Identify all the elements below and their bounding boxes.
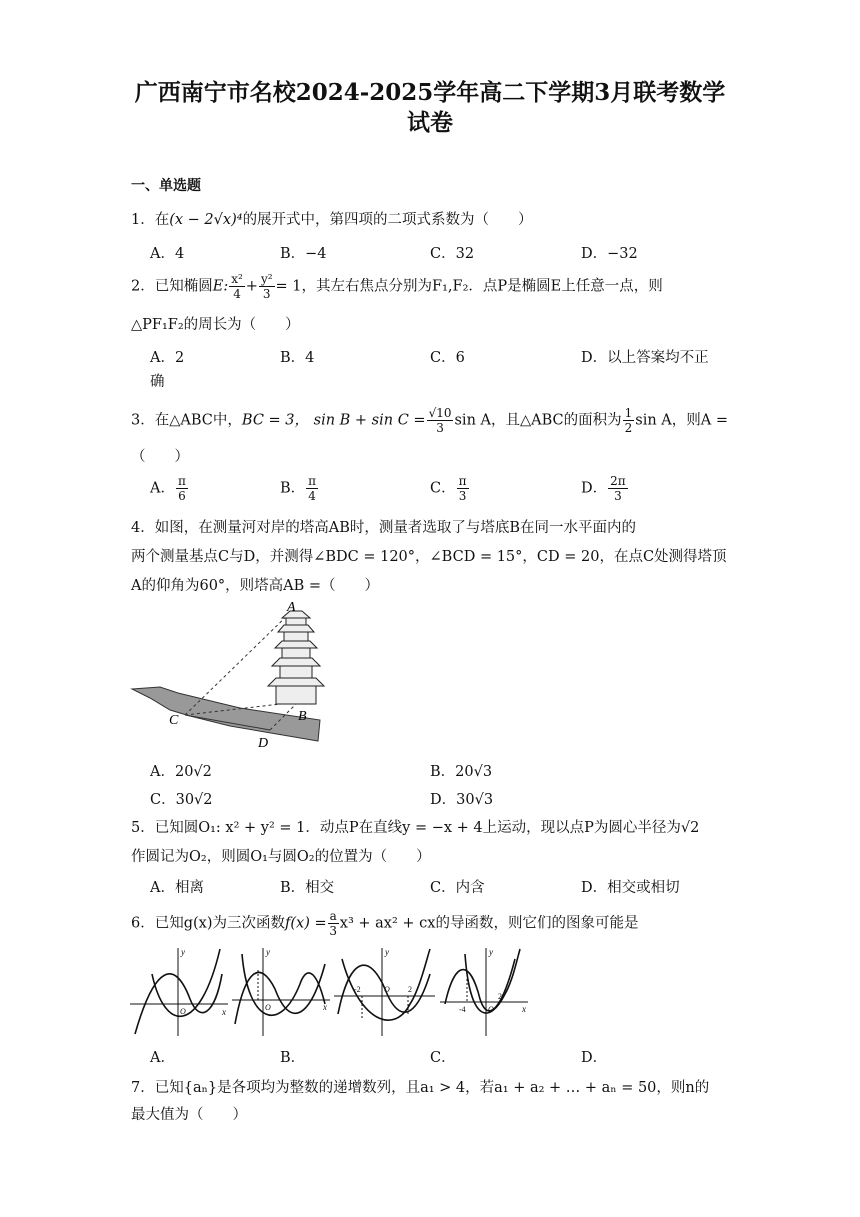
tick-label-neg4: -4	[459, 1005, 466, 1014]
q4-option-d[interactable]: D．30√3	[430, 792, 494, 808]
frac-den: 6	[178, 489, 186, 503]
frac-num: √10	[428, 406, 452, 420]
pagoda-icon	[268, 611, 324, 704]
q3-text: 在△ABC中，	[154, 412, 242, 429]
question-7	[131, 1078, 709, 1098]
page-title: 广西南宁市名校2024-2025学年高二下学期3月联考数学	[134, 79, 726, 106]
q7-line2: 最大值为（ ）	[131, 1107, 247, 1123]
frac-den: 3	[262, 287, 271, 301]
pagoda-figure	[130, 598, 330, 754]
section-heading: 一、单选题	[131, 178, 201, 194]
question-number: 6．	[131, 915, 155, 932]
frac-num: π	[177, 474, 186, 488]
q3-text: sin A，且△ABC的面积为	[454, 412, 622, 429]
q4-option-a[interactable]: A．20√2	[150, 764, 212, 780]
q4-line3: A的仰角为60°，则塔高AB =（ ）	[131, 578, 380, 594]
q1-option-a[interactable]: A．4	[150, 246, 185, 262]
q4-option-c[interactable]: C．30√2	[150, 792, 213, 808]
axis-label-y: y	[266, 947, 270, 957]
q1-text: 在	[154, 212, 170, 228]
question-number: 2．	[131, 278, 155, 295]
frac-num: a	[329, 909, 337, 923]
q2-eq: = 1	[275, 278, 302, 295]
q1-expression: (x − 2√x)⁴	[169, 212, 243, 228]
q6-text: x³ + ax² + cx的导函数，则它们的图象可能是	[339, 915, 639, 932]
q2-ellipse-name: E:	[212, 278, 229, 295]
q3-line2: （ ）	[131, 449, 189, 465]
q4-option-b[interactable]: B．20√3	[430, 764, 493, 780]
q5-option-a[interactable]: A．相离	[150, 880, 204, 896]
q5-option-c[interactable]: C．内含	[430, 880, 485, 896]
frac-num: 1	[624, 406, 633, 420]
q2-line2: △PF₁F₂的周长为（ ）	[131, 317, 300, 333]
q3-frac-half	[623, 406, 635, 435]
frac-den: 3	[436, 421, 444, 435]
q1-option-c[interactable]: C．32	[430, 246, 475, 262]
graph-b	[232, 947, 330, 1036]
q1-option-d[interactable]: D．−32	[581, 246, 638, 262]
label-b: B	[298, 709, 307, 724]
frac-num: 2π	[610, 474, 626, 488]
q1-text: 的展开式中，第四项的二项式系数为（ ）	[242, 212, 533, 228]
axis-label-x: x	[222, 1007, 226, 1017]
frac-den: 3	[329, 924, 338, 938]
q6-graphs	[130, 944, 530, 1038]
frac-den: 3	[614, 489, 622, 503]
label-a: A	[287, 600, 296, 615]
q3-option-c[interactable]	[430, 474, 470, 503]
q2-option-d-wrap: 确	[150, 374, 165, 390]
q2-text: 已知椭圆	[154, 278, 213, 295]
axis-label-y: y	[489, 947, 493, 957]
label-d: D	[258, 736, 269, 751]
q3-sin-sum: sin B + sin C =	[313, 412, 426, 429]
question-number: 4．	[131, 520, 155, 536]
q6-option-a[interactable]: A．	[150, 1050, 175, 1066]
axis-label-y: y	[181, 947, 185, 957]
q5-line2: 作圆记为O₂，则圆O₁与圆O₂的位置为（ ）	[131, 849, 431, 865]
q6-option-c[interactable]: C．	[430, 1050, 456, 1066]
tick-label-2: 2	[498, 992, 502, 1001]
q2-frac-x	[229, 272, 245, 301]
frac-den: 4	[308, 489, 316, 503]
q2-option-d[interactable]: D．以上答案均不正	[581, 350, 709, 366]
graph-d	[440, 947, 528, 1036]
frac-den: 3	[458, 489, 467, 503]
frac-num: π	[308, 474, 317, 488]
page-title-line2: 试卷	[407, 109, 453, 136]
tick-label-neg2: -2	[354, 985, 361, 994]
q5-text: 已知圆O₁: x² + y² = 1．动点P在直线y = −x + 4上运动，现以点P为圆心半径为√2	[154, 820, 700, 836]
q2-option-b[interactable]: B．4	[280, 350, 315, 366]
q6-option-d[interactable]: D．	[581, 1050, 608, 1066]
q1-option-b[interactable]: B．−4	[280, 246, 327, 262]
tick-label-2: 2	[408, 985, 412, 994]
q3-option-d[interactable]	[581, 474, 629, 503]
q7-text: 已知{aₙ}是各项均为整数的递增数列，且a₁ > 4，若a₁ + a₂ + … + aₙ = 50，则n的	[154, 1080, 710, 1096]
axis-label-y: y	[385, 947, 389, 957]
option-label: A．	[150, 480, 175, 497]
q6-option-b[interactable]: B．	[280, 1050, 306, 1066]
q5-option-b[interactable]: B．相交	[280, 880, 335, 896]
q2-option-c[interactable]: C．6	[430, 350, 465, 366]
option-label: D．	[581, 480, 608, 497]
question-number: 1．	[131, 212, 155, 228]
frac-den: 2	[624, 421, 633, 435]
q4-line2: 两个测量基点C与D，并测得∠BDC = 120°，∠BCD = 15°，CD = 20，在点C处测得塔顶	[131, 549, 727, 565]
label-c: C	[169, 713, 179, 728]
question-4	[131, 518, 636, 538]
q2-option-a[interactable]: A．2	[150, 350, 185, 366]
question-3	[131, 406, 728, 435]
frac-num: π	[458, 474, 467, 488]
question-number: 7．	[131, 1080, 155, 1096]
q6-fx: f(x) =	[285, 915, 327, 932]
frac-num: y²	[260, 272, 273, 286]
option-label: C．	[430, 480, 456, 497]
frac-den: 4	[233, 287, 241, 301]
q3-option-a[interactable]	[150, 474, 189, 503]
graph-a	[130, 947, 228, 1036]
question-2: 2．已知椭圆E: $\frac{\text{x²}}{4}$ + $\frac{\text{y²}}{3}$ = 1，其左右焦点分别为F₁,F₂．点P是椭圆E上任意一点，则	[131, 272, 663, 301]
frac-num: x²	[231, 272, 243, 286]
q2-text: ，其左右焦点分别为F₁,F₂．点P是椭圆E上任意一点，则	[301, 278, 663, 295]
question-5	[131, 818, 699, 838]
question-number: 3．	[131, 412, 155, 429]
q3-text: sin A，则A =	[635, 412, 728, 429]
question-1	[131, 210, 533, 230]
origin-label: O	[384, 985, 390, 994]
axis-label-x: x	[522, 1004, 526, 1014]
q3-option-b[interactable]	[280, 474, 319, 503]
q4-text: 如图，在测量河对岸的塔高AB时，测量者选取了与塔底B在同一水平面内的	[154, 520, 637, 536]
graph-c	[334, 947, 435, 1036]
axis-label-x: x	[323, 1002, 327, 1012]
q6-text: 已知g(x)为三次函数	[154, 915, 286, 932]
option-label: B．	[280, 480, 306, 497]
q2-frac-y	[259, 272, 275, 301]
origin-label: O	[265, 1003, 271, 1012]
origin-label: O	[488, 1005, 494, 1014]
q5-option-d[interactable]: D．相交或相切	[581, 880, 680, 896]
question-6	[131, 909, 638, 938]
q3-frac-sqrt	[427, 406, 454, 435]
origin-label: O	[180, 1007, 186, 1016]
q3-bc: BC = 3，	[241, 412, 310, 429]
question-number: 5．	[131, 820, 155, 836]
q6-frac	[328, 909, 339, 938]
